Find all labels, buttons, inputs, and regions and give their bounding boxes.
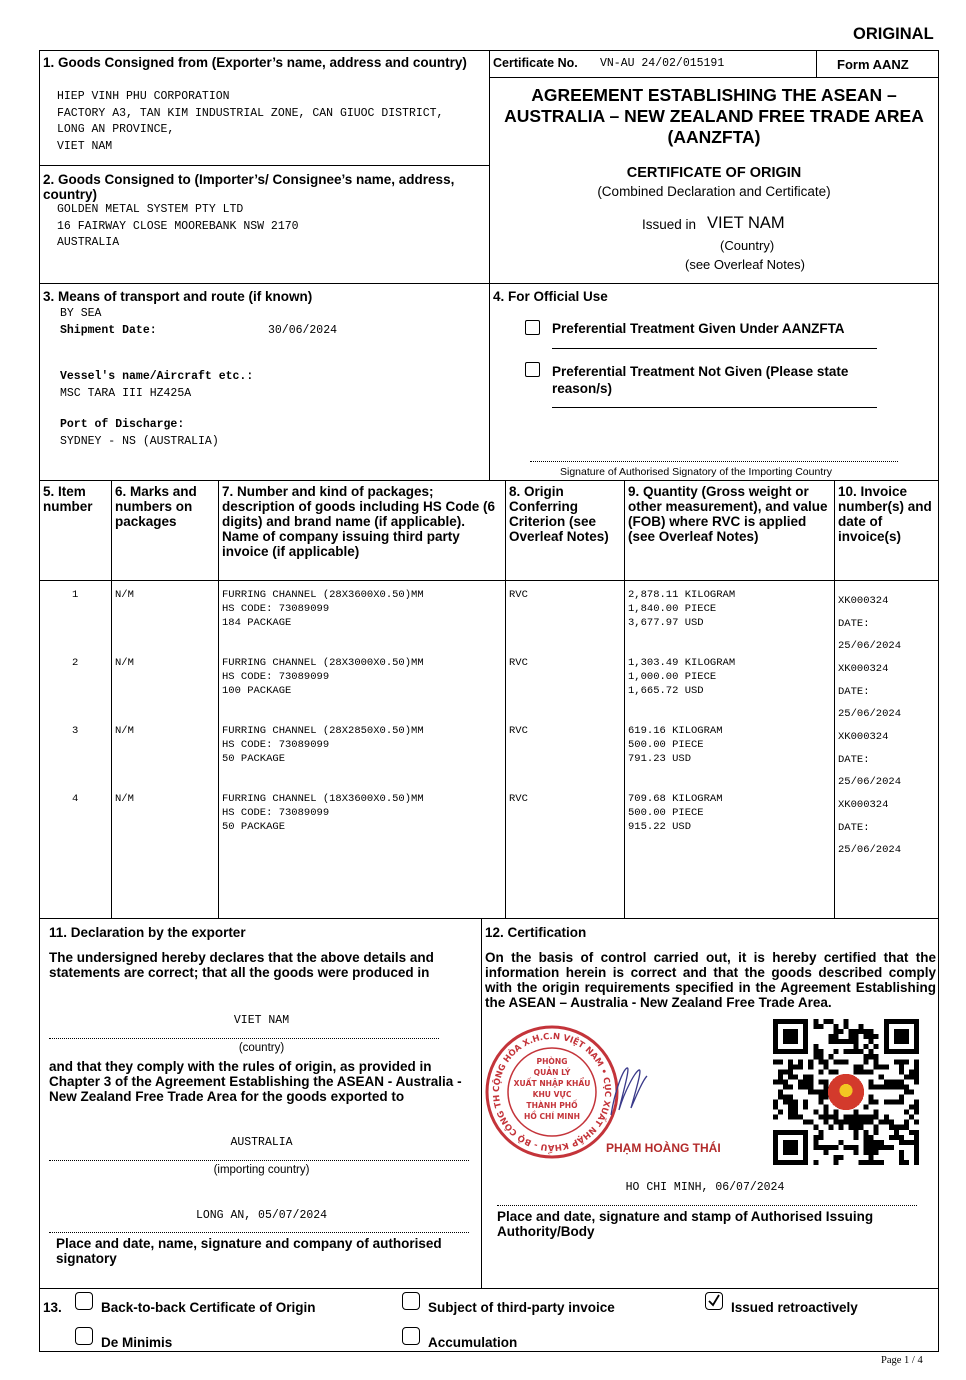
certification-text: On the basis of control carried out, it is hereby certified that the information herein is correct and that the goods described comply with the origin requirements specified in the Agreement Establishing the ASEAN – Australia - New Zealand Free Trade Area. bbox=[485, 950, 936, 1010]
item-criterion: RVC bbox=[509, 657, 528, 669]
preferential-given-label: Preferential Treatment Given Under AANZFTA bbox=[552, 321, 845, 336]
item-pieces: 1,000.00 PIECE bbox=[628, 671, 717, 683]
item-quantity bbox=[628, 656, 735, 698]
item-value: 1,665.72 USD bbox=[628, 685, 704, 697]
issued-retroactively-checkbox[interactable] bbox=[705, 1292, 723, 1310]
item-description bbox=[222, 588, 424, 630]
item-description bbox=[222, 792, 424, 834]
item-packages: 184 PACKAGE bbox=[222, 617, 292, 629]
item-hs-code: HS CODE: 73089099 bbox=[222, 671, 330, 683]
exporter-address-2: LONG AN PROVINCE, bbox=[57, 123, 175, 136]
col-marks: 6. Marks and numbers on packages bbox=[115, 484, 197, 529]
invoice-number: XK000324 bbox=[838, 663, 889, 675]
item-desc-line: FURRING CHANNEL (18X3600X0.50)MM bbox=[222, 793, 424, 805]
consignee-details bbox=[57, 202, 299, 252]
item-marks: N/M bbox=[115, 725, 134, 737]
page-number: Page 1 / 4 bbox=[881, 1355, 923, 1366]
third-party-invoice-label: Subject of third-party invoice bbox=[428, 1300, 615, 1315]
country-caption: (Country) bbox=[720, 238, 775, 253]
col-description: 7. Number and kind of packages; description of goods including HS Code (6 digits) and brand name (if applicable). Name of company issuing third party invoice (if applicable) bbox=[222, 484, 495, 559]
overleaf-notes: (see Overleaf Notes) bbox=[685, 257, 805, 272]
issuer-place-date: HO CHI MINH, 06/07/2024 bbox=[625, 1181, 785, 1194]
preferential-not-given-checkbox[interactable] bbox=[525, 362, 540, 377]
vessel-name: MSC TARA III HZ425A bbox=[60, 387, 192, 400]
issued-in-label: Issued in bbox=[642, 217, 697, 232]
item-value: 791.23 USD bbox=[628, 753, 692, 765]
item-pieces: 500.00 PIECE bbox=[628, 739, 704, 751]
item-quantity bbox=[628, 724, 723, 766]
transport-mode: BY SEA bbox=[60, 307, 102, 320]
item-invoice bbox=[838, 590, 901, 658]
item-criterion: RVC bbox=[509, 725, 528, 737]
importing-country: AUSTRALIA bbox=[230, 1136, 293, 1149]
item-hs-code: HS CODE: 73089099 bbox=[222, 603, 330, 615]
consignee-address: 16 FAIRWAY CLOSE MOOREBANK NSW 2170 bbox=[57, 219, 299, 233]
signer-name: PHẠM HOÀNG THÁI bbox=[606, 1141, 721, 1155]
qr-code bbox=[773, 1019, 919, 1165]
importing-signature-caption: Signature of Authorised Signatory of the Importing Country bbox=[560, 466, 832, 478]
stamp-line: PHÒNG bbox=[536, 1057, 568, 1066]
back-to-back-checkbox[interactable] bbox=[75, 1292, 93, 1310]
port-label: Port of Discharge: bbox=[60, 418, 185, 431]
item-description bbox=[222, 724, 424, 766]
item-criterion: RVC bbox=[509, 589, 528, 601]
exporter-country: VIET NAM bbox=[57, 139, 113, 153]
item-marks: N/M bbox=[115, 657, 134, 669]
consignee-country: AUSTRALIA bbox=[57, 236, 120, 249]
item-criterion: RVC bbox=[509, 793, 528, 805]
exporter-signatory-caption: Place and date, name, signature and company of authorised signatory bbox=[56, 1236, 442, 1266]
country-caption: (country) bbox=[238, 1042, 285, 1054]
form-type: Form AANZ bbox=[837, 57, 909, 72]
item-value: 915.22 USD bbox=[628, 821, 692, 833]
issued-in-country: VIET NAM bbox=[707, 214, 785, 232]
invoice-date: 25/06/2024 bbox=[838, 776, 902, 789]
item-pieces: 1,840.00 PIECE bbox=[628, 603, 717, 615]
back-to-back-label: Back-to-back Certificate of Origin bbox=[101, 1300, 316, 1315]
exporter-name: HIEP VINH PHU CORPORATION bbox=[57, 90, 230, 103]
consignee-name: GOLDEN METAL SYSTEM PTY LTD bbox=[57, 203, 244, 216]
de-minimis-checkbox[interactable] bbox=[75, 1327, 93, 1345]
stamp-line: XUẤT NHẬP KHẨU bbox=[513, 1079, 591, 1088]
item-invoice bbox=[838, 794, 901, 862]
item-value: 3,677.97 USD bbox=[628, 617, 704, 629]
agreement-title: AGREEMENT ESTABLISHING THE ASEAN – AUSTRALIA – NEW ZEALAND FREE TRADE AREA (AANZFTA) bbox=[504, 85, 924, 147]
stamp-line: QUẢN LÝ bbox=[533, 1068, 571, 1077]
official-stamp bbox=[484, 1024, 620, 1160]
invoice-number: XK000324 bbox=[838, 799, 889, 811]
col-item-number: 5. Item number bbox=[43, 484, 93, 514]
item-quantity bbox=[628, 588, 735, 630]
item-packages: 50 PACKAGE bbox=[222, 821, 286, 833]
invoice-number: XK000324 bbox=[838, 595, 889, 607]
de-minimis-label: De Minimis bbox=[101, 1335, 173, 1350]
certificate-subtitle: (Combined Declaration and Certificate) bbox=[597, 184, 831, 199]
item-pieces: 500.00 PIECE bbox=[628, 807, 704, 819]
preferential-not-given-label: Preferential Treatment Not Given (Please state reason/s) bbox=[552, 364, 849, 396]
check-icon bbox=[706, 1293, 722, 1309]
shipment-date: 30/06/2024 bbox=[268, 324, 338, 337]
item-marks: N/M bbox=[115, 589, 134, 601]
invoice-date-label: DATE: bbox=[838, 753, 870, 766]
item-packages: 50 PACKAGE bbox=[222, 753, 286, 765]
item-packages: 100 PACKAGE bbox=[222, 685, 292, 697]
box11-title: 11. Declaration by the exporter bbox=[49, 925, 246, 940]
certificate-no-label: Certificate No. bbox=[493, 56, 578, 70]
exporter-details bbox=[57, 89, 443, 155]
invoice-number: XK000324 bbox=[838, 731, 889, 743]
item-description bbox=[222, 656, 424, 698]
item-desc-line: FURRING CHANNEL (28X3000X0.50)MM bbox=[222, 657, 424, 669]
invoice-date: 25/06/2024 bbox=[838, 640, 902, 653]
col-origin-criterion: 8. Origin Conferring Criterion (see Overleaf Notes) bbox=[509, 484, 609, 544]
item-weight: 1,303.49 KILOGRAM bbox=[628, 657, 736, 669]
item-number: 1 bbox=[72, 589, 79, 601]
certificate-no-value: VN-AU 24/02/015191 bbox=[600, 57, 725, 70]
accumulation-checkbox[interactable] bbox=[402, 1327, 420, 1345]
accumulation-label: Accumulation bbox=[428, 1335, 518, 1350]
box3-title: 3. Means of transport and route (if known) bbox=[43, 289, 313, 304]
item-weight: 619.16 KILOGRAM bbox=[628, 725, 723, 737]
exporter-place-date: LONG AN, 05/07/2024 bbox=[195, 1209, 328, 1222]
port-of-discharge: SYDNEY - NS (AUSTRALIA) bbox=[60, 435, 219, 448]
declaration-text: The undersigned hereby declares that the above details and statements are correct; that all the goods were produced in bbox=[49, 950, 434, 980]
original-label: ORIGINAL bbox=[853, 25, 934, 43]
invoice-date-label: DATE: bbox=[838, 685, 870, 698]
item-invoice bbox=[838, 658, 901, 726]
item-weight: 709.68 KILOGRAM bbox=[628, 793, 723, 805]
declaration-country: VIET NAM bbox=[233, 1014, 290, 1027]
signature-scribble bbox=[603, 1060, 653, 1120]
item-number: 4 bbox=[72, 793, 79, 805]
importing-country-caption: (importing country) bbox=[213, 1164, 310, 1176]
shipment-date-label: Shipment Date: bbox=[60, 324, 157, 337]
item-desc-line: FURRING CHANNEL (28X2850X0.50)MM bbox=[222, 725, 424, 737]
stamp-line: THÀNH PHỐ bbox=[526, 1101, 578, 1110]
col-quantity: 9. Quantity (Gross weight or other measurement), and value (FOB) where RVC is applied (see Overleaf Notes) bbox=[628, 484, 828, 544]
declaration-rules-text: and that they comply with the rules of origin, as provided in Chapter 3 of the Agreement Establishing the ASEAN - Australia - New Zealand Free Trade Area for the goods exported to bbox=[49, 1059, 462, 1104]
stamp-line: HỒ CHÍ MINH bbox=[524, 1112, 580, 1121]
box2-title: 2. Goods Consigned to (Importer’s/ Consignee’s name, address, country) bbox=[43, 172, 455, 202]
item-number: 3 bbox=[72, 725, 79, 737]
item-hs-code: HS CODE: 73089099 bbox=[222, 807, 330, 819]
item-marks: N/M bbox=[115, 793, 134, 805]
box1-title: 1. Goods Consigned from (Exporter’s name, address and country) bbox=[43, 55, 467, 70]
invoice-date-label: DATE: bbox=[838, 821, 870, 834]
issued-retroactively-label: Issued retroactively bbox=[731, 1300, 858, 1315]
item-number: 2 bbox=[72, 657, 79, 669]
item-invoice bbox=[838, 726, 901, 794]
box13-label: 13. bbox=[43, 1300, 62, 1315]
item-hs-code: HS CODE: 73089099 bbox=[222, 739, 330, 751]
box12-title: 12. Certification bbox=[485, 925, 587, 940]
stamp-line: KHU VỰC bbox=[532, 1090, 572, 1099]
item-weight: 2,878.11 KILOGRAM bbox=[628, 589, 736, 601]
preferential-given-checkbox[interactable] bbox=[525, 320, 540, 335]
invoice-date: 25/06/2024 bbox=[838, 844, 902, 857]
issuing-authority-caption: Place and date, signature and stamp of Authorised Issuing Authority/Body bbox=[497, 1209, 874, 1239]
invoice-date-label: DATE: bbox=[838, 617, 870, 630]
col-invoice: 10. Invoice number(s) and date of invoice(s) bbox=[838, 484, 932, 544]
third-party-invoice-checkbox[interactable] bbox=[402, 1292, 420, 1310]
certificate-title: CERTIFICATE OF ORIGIN bbox=[626, 165, 802, 181]
stamp-ring-text: CỘNG HÒA X.H.C.N VIỆT NAM • CỤC XUẤT NHẬP KHẨU - BỘ CÔNG TH bbox=[491, 1031, 613, 1153]
exporter-address-1: FACTORY A3, TAN KIM INDUSTRIAL ZONE, CAN GIUOC DISTRICT, bbox=[57, 106, 444, 120]
invoice-date: 25/06/2024 bbox=[838, 708, 902, 721]
item-desc-line: FURRING CHANNEL (28X3600X0.50)MM bbox=[222, 589, 424, 601]
box4-title: 4. For Official Use bbox=[493, 289, 608, 304]
vessel-label: Vessel's name/Aircraft etc.: bbox=[60, 370, 254, 383]
item-quantity bbox=[628, 792, 723, 834]
